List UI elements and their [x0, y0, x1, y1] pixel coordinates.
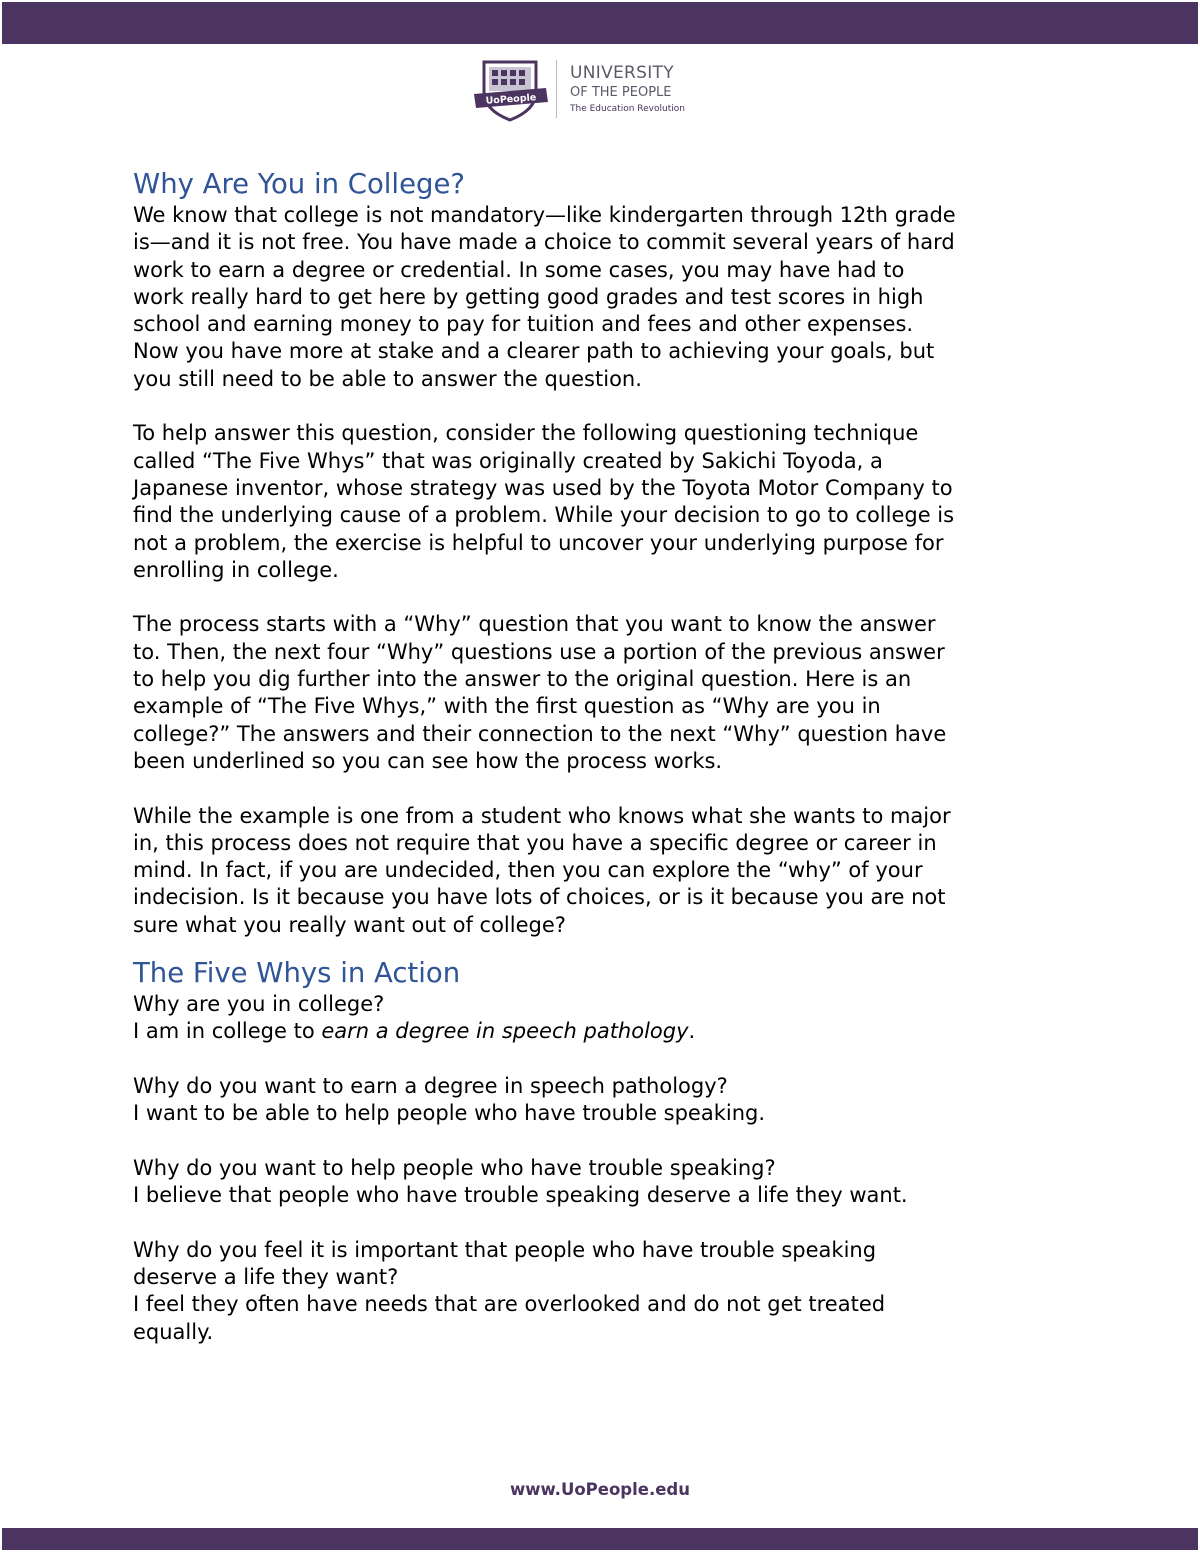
text-line: sure what you really want out of college? [133, 912, 566, 937]
why-answer: I feel they often have needs that are overlooked and do not get treated [133, 1292, 886, 1317]
text-line: indecision. Is it because you have lots of choices, or is it because you are not [133, 885, 946, 910]
text-line: in, this process does not require that you have a specific degree or career in [133, 830, 937, 855]
why-answer [133, 1018, 1073, 1045]
logo-tagline: The Education Revolution [570, 104, 685, 114]
why-answer: I believe that people who have trouble speaking deserve a life they want. [133, 1183, 908, 1208]
paragraph-gap [133, 1046, 1073, 1073]
paragraph-process [133, 611, 1073, 775]
section-heading-five-whys: The Five Whys in Action [133, 957, 461, 990]
logo-divider [556, 60, 557, 118]
university-logo [466, 52, 726, 128]
text-line: been underlined so you can see how the process works. [133, 748, 723, 773]
why-question: deserve a life they want? [133, 1264, 399, 1289]
why-question: Why do you want to earn a degree in speech pathology? [133, 1073, 728, 1098]
text-line: work really hard to get here by getting good grades and test scores in high [133, 284, 924, 309]
text-line: college?” The answers and their connection to the next “Why” question have [133, 721, 947, 746]
paragraph-gap [133, 1128, 1073, 1155]
text-line: is—and it is not free. You have made a choice to commit several years of hard [133, 230, 955, 255]
answer-text: I am in college to [133, 1019, 322, 1044]
paragraph-gap [133, 393, 1073, 420]
shield-crest-icon [470, 58, 550, 124]
why-pair-1 [133, 991, 1073, 1046]
text-line: to. Then, the next four “Why” questions use a portion of the previous answer [133, 639, 945, 664]
text-line: example of “The Five Whys,” with the first question as “Why are you in [133, 694, 881, 719]
why-answer: I want to be able to help people who have trouble speaking. [133, 1101, 766, 1126]
text-line: To help answer this question, consider the following questioning technique [133, 421, 919, 446]
text-line: mind. In fact, if you are undecided, then you can explore the “why” of your [133, 858, 923, 883]
text-line: While the example is one from a student who knows what she wants to major [133, 803, 951, 828]
logo-name-line2: OF THE PEOPLE [570, 85, 672, 100]
section-heading-why-college: Why Are You in College? [133, 168, 465, 200]
text-line: Now you have more at stake and a clearer path to achieving your goals, but [133, 339, 935, 364]
why-pair-2 [133, 1073, 1073, 1128]
footer-website-link[interactable]: www.UoPeople.edu [510, 1480, 690, 1499]
text-line: school and earning money to pay for tuition and fees and other expenses. [133, 312, 914, 337]
paragraph-undecided [133, 803, 1073, 939]
answer-emphasis: earn a degree in speech pathology [321, 1019, 689, 1044]
paragraph-gap [133, 775, 1073, 802]
footer-band [2, 1528, 1198, 1550]
why-question: Why do you feel it is important that people who have trouble speaking [133, 1237, 877, 1262]
text-line: We know that college is not mandatory—like kindergarten through 12th grade [133, 203, 956, 227]
why-question: Why are you in college? [133, 992, 385, 1017]
logo-name-line1: UNIVERSITY [570, 63, 674, 83]
why-question: Why do you want to help people who have trouble speaking? [133, 1155, 776, 1180]
why-answer: equally. [133, 1319, 214, 1344]
why-pair-4 [133, 1237, 1073, 1346]
text-line: called “The Five Whys” that was originally created by Sakichi Toyoda, a [133, 448, 883, 473]
paragraph-gap [133, 1209, 1073, 1236]
text-line: The process starts with a “Why” question that you want to know the answer [133, 612, 936, 637]
text-line: not a problem, the exercise is helpful to uncover your underlying purpose for [133, 530, 944, 555]
text-line: to help you dig further into the answer to the original question. Here is an [133, 667, 912, 692]
header-band [2, 2, 1198, 44]
logo-badge-text: UoPeople [485, 92, 537, 107]
text-line: Japanese inventor, whose strategy was used by the Toyota Motor Company to [133, 475, 953, 500]
document-body [133, 166, 1073, 1346]
why-pair-3 [133, 1155, 1073, 1210]
text-line: find the underlying cause of a problem. While your decision to go to college is [133, 503, 955, 528]
section-gap [133, 939, 1073, 955]
answer-text: . [688, 1019, 696, 1044]
paragraph-intro [133, 202, 1073, 393]
text-line: enrolling in college. [133, 557, 339, 582]
text-line: work to earn a degree or credential. In some cases, you may have had to [133, 257, 905, 282]
paragraph-five-whys-origin [133, 420, 1073, 584]
text-line: you still need to be able to answer the question. [133, 366, 642, 391]
paragraph-gap [133, 584, 1073, 611]
